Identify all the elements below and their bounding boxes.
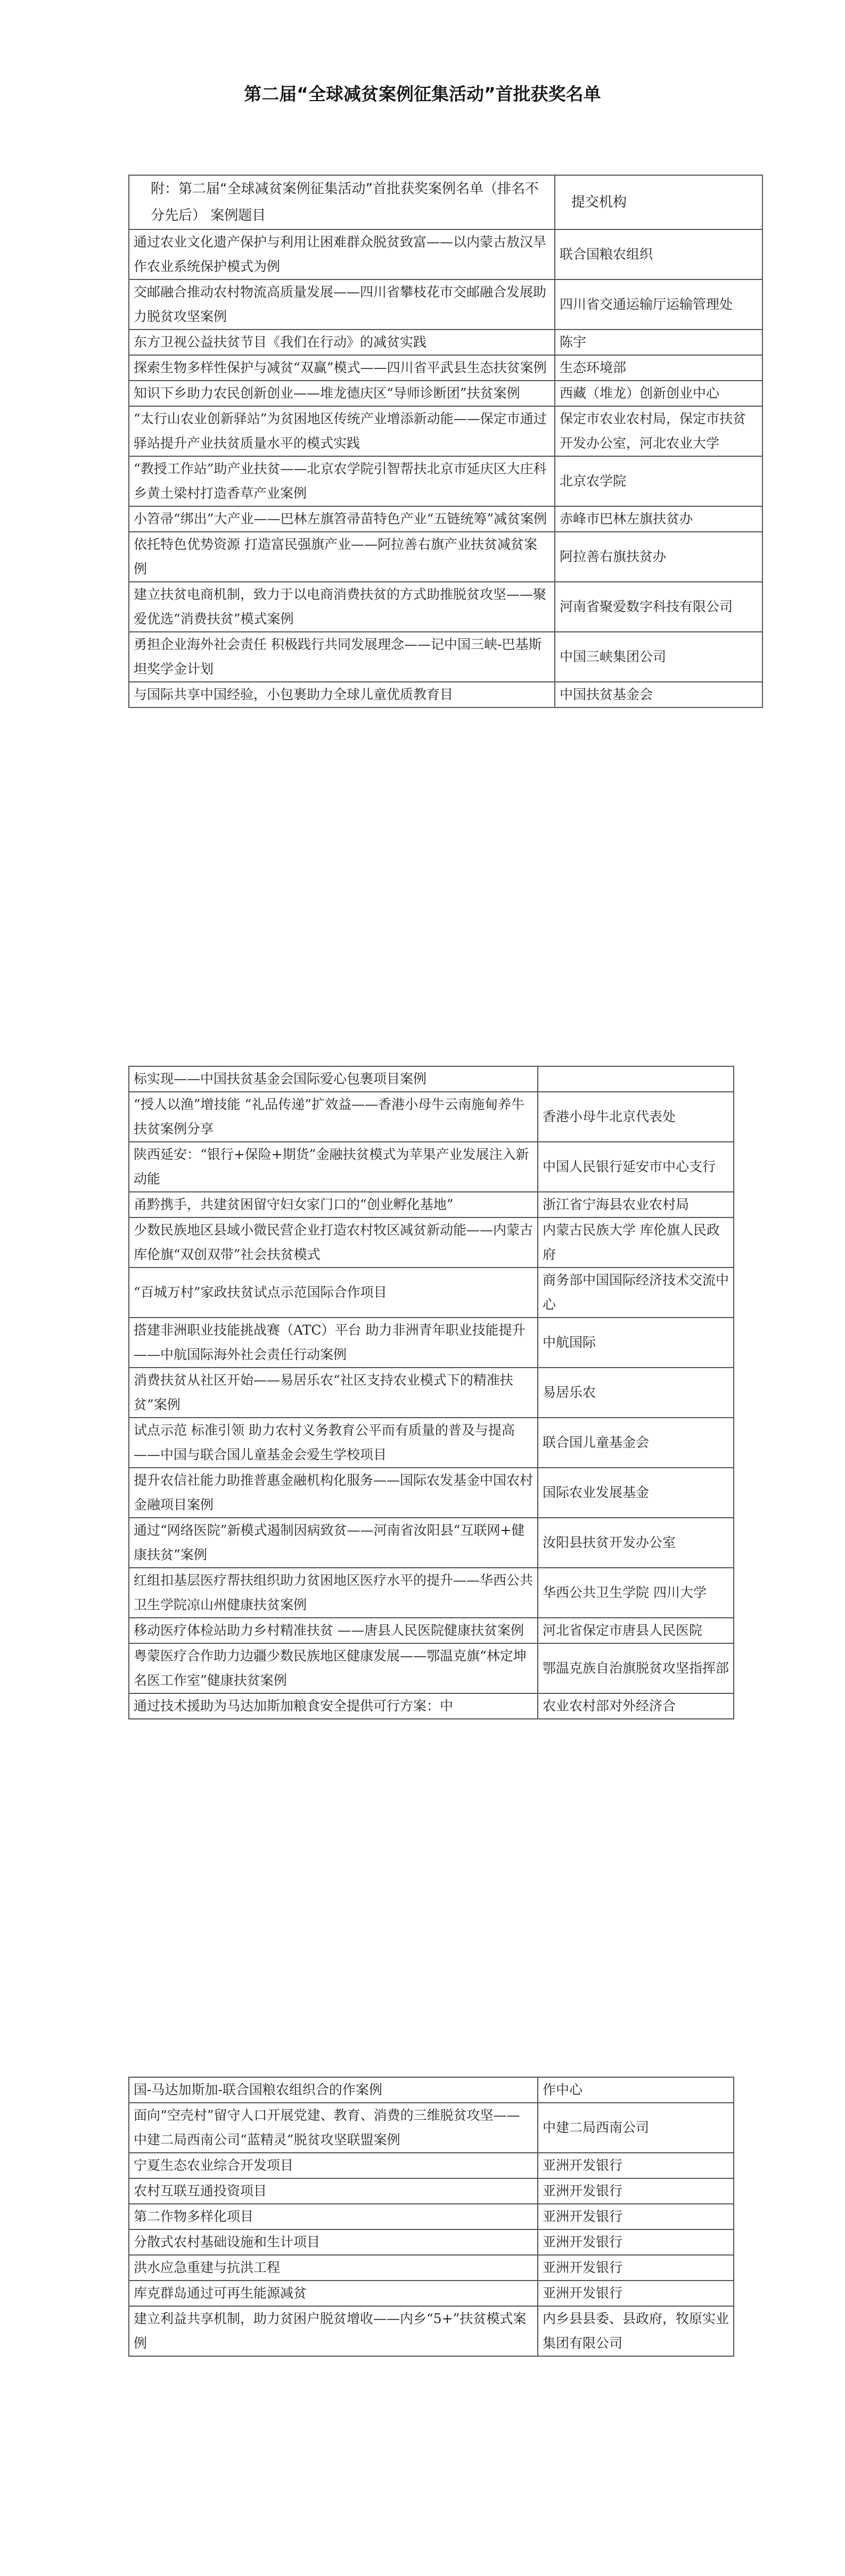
submitting-org-cell: 内蒙古民族大学 库伦旗人民政府 — [538, 1217, 734, 1268]
award-table-body — [129, 175, 762, 707]
case-title-cell: 建立扶贫电商机制，致力于以电商消费扶贫的方式助推脱贫攻坚——聚爱优选“消费扶贫”模式案例 — [129, 582, 555, 632]
table-row — [129, 2153, 734, 2178]
submitting-org-cell: 联合国儿童基金会 — [538, 1418, 734, 1468]
case-title-cell: 东方卫视公益扶贫节目《我们在行动》的减贫实践 — [129, 330, 555, 355]
submitting-org-cell: 农业农村部对外经济合 — [538, 1693, 734, 1719]
case-title-cell: 消费扶贫从社区开始——易居乐农“社区支持农业模式下的精准扶贫”案例 — [129, 1368, 538, 1418]
submitting-org-cell: 商务部中国国际经济技术交流中心 — [538, 1268, 734, 1318]
table-row — [129, 406, 762, 456]
submitting-org-cell: 浙江省宁海县农业农村局 — [538, 1192, 734, 1217]
table-row — [129, 2306, 734, 2356]
submitting-org-cell: 亚洲开发银行 — [538, 2281, 734, 2306]
table-row — [129, 532, 762, 582]
submitting-org-cell: 西藏（堆龙）创新创业中心 — [555, 381, 762, 406]
case-title-cell: 移动医疗体检站助力乡村精准扶贫 ——唐县人民医院健康扶贫案例 — [129, 1618, 538, 1643]
table-row — [129, 1418, 734, 1468]
award-table-part-2 — [128, 1066, 734, 1719]
table-row — [129, 381, 762, 406]
submitting-org-cell: 中国三峡集团公司 — [555, 632, 762, 682]
submitting-org-cell: 四川省交通运输厅运输管理处 — [555, 279, 762, 330]
case-title-cell: 通过“网络医院”新模式遏制因病致贫——河南省汝阳县“互联网+健康扶贫”案例 — [129, 1518, 538, 1568]
table-row — [129, 229, 762, 279]
case-title-cell: 粤蒙医疗合作助力边疆少数民族地区健康发展——鄂温克旗“林定坤名医工作室”健康扶贫案例 — [129, 1643, 538, 1693]
submitting-org-cell: 保定市农业农村局，保定市扶贫开发办公室，河北农业大学 — [555, 406, 762, 456]
case-title-cell: 提升农信社能力助推普惠金融机构化服务——国际农发基金中国农村金融项目案例 — [129, 1468, 538, 1518]
table-row — [129, 1568, 734, 1618]
case-title-cell: 知识下乡助力农民创新创业——堆龙德庆区“导师诊断团”扶贫案例 — [129, 381, 555, 406]
case-title-cell: 第二作物多样化项目 — [129, 2204, 538, 2229]
case-title-cell: 红组扣基层医疗帮扶组织助力贫困地区医疗水平的提升——华西公共卫生学院凉山州健康扶贫案例 — [129, 1568, 538, 1618]
award-table-part-3 — [128, 2077, 734, 2357]
header-submitting-org: 提交机构 — [555, 175, 762, 229]
case-title-cell: 洪水应急重建与抗洪工程 — [129, 2255, 538, 2281]
case-title-cell: 标实现——中国扶贫基金会国际爱心包裹项目案例 — [129, 1066, 538, 1092]
case-title-cell: “太行山农业创新驿站”为贫困地区传统产业增添新动能——保定市通过驿站提升产业扶贫质量水平的模式实践 — [129, 406, 555, 456]
submitting-org-cell: 香港小母牛北京代表处 — [538, 1092, 734, 1142]
submitting-org-cell: 中建二局西南公司 — [538, 2103, 734, 2153]
case-title-cell: 小笤帚“绑出”大产业——巴林左旗笤帚苗特色产业“五链统筹”减贫案例 — [129, 506, 555, 532]
case-title-cell: “教授工作站”助产业扶贫——北京农学院引智帮扶北京市延庆区大庄科乡黄土梁村打造香草产业案例 — [129, 456, 555, 506]
table-row — [129, 2229, 734, 2255]
case-title-cell: 与国际共享中国经验，小包裹助力全球儿童优质教育目 — [129, 682, 555, 707]
submitting-org-cell — [538, 1066, 734, 1092]
case-title-cell: 交邮融合推动农村物流高质量发展——四川省攀枝花市交邮融合发展助力脱贫攻坚案例 — [129, 279, 555, 330]
case-title-cell: 甬黔携手，共建贫困留守妇女家门口的“创业孵化基地” — [129, 1192, 538, 1217]
submitting-org-cell: 作中心 — [538, 2077, 734, 2103]
case-title-cell: 依托特色优势资源 打造富民强旗产业——阿拉善右旗产业扶贫减贫案例 — [129, 532, 555, 582]
submitting-org-cell: 陈宇 — [555, 330, 762, 355]
submitting-org-cell: 生态环境部 — [555, 355, 762, 381]
table-row — [129, 1142, 734, 1192]
table-row — [129, 2178, 734, 2204]
header-case-title: 附：第二届“全球减贫案例征集活动”首批获奖案例名单（排名不分先后） 案例题目 — [129, 175, 555, 229]
table-header-row — [129, 175, 762, 229]
case-title-cell: 试点示范 标准引领 助力农村义务教育公平而有质量的普及与提高——中国与联合国儿童基金会爱生学校项目 — [129, 1418, 538, 1468]
table-row — [129, 1318, 734, 1368]
submitting-org-cell: 中国扶贫基金会 — [555, 682, 762, 707]
case-title-cell: 面向“空壳村”留守人口开展党建、教育、消费的三维脱贫攻坚——中建二局西南公司“蓝精灵”脱贫攻坚联盟案例 — [129, 2103, 538, 2153]
table-row — [129, 330, 762, 355]
table-row — [129, 1368, 734, 1418]
case-title-cell: 宁夏生态农业综合开发项目 — [129, 2153, 538, 2178]
case-title-cell: 通过技术援助为马达加斯加粮食安全提供可行方案：中 — [129, 1693, 538, 1719]
case-title-cell: 农村互联互通投资项目 — [129, 2178, 538, 2204]
table-row — [129, 2255, 734, 2281]
submitting-org-cell: 鄂温克族自治旗脱贫攻坚指挥部 — [538, 1643, 734, 1693]
table-row — [129, 279, 762, 330]
table-row — [129, 1092, 734, 1142]
award-table-body — [129, 1066, 734, 1719]
table-row — [129, 1268, 734, 1318]
table-row — [129, 2281, 734, 2306]
submitting-org-cell: 北京农学院 — [555, 456, 762, 506]
table-row — [129, 2204, 734, 2229]
submitting-org-cell: 亚洲开发银行 — [538, 2255, 734, 2281]
table-row — [129, 506, 762, 532]
table-row — [129, 1192, 734, 1217]
submitting-org-cell: 亚洲开发银行 — [538, 2153, 734, 2178]
submitting-org-cell: 汝阳县扶贫开发办公室 — [538, 1518, 734, 1568]
table-row — [129, 1693, 734, 1719]
submitting-org-cell: 亚洲开发银行 — [538, 2204, 734, 2229]
table-row — [129, 582, 762, 632]
submitting-org-cell: 中航国际 — [538, 1318, 734, 1368]
award-table-part-1 — [128, 175, 763, 708]
submitting-org-cell: 赤峰市巴林左旗扶贫办 — [555, 506, 762, 532]
table-row — [129, 1066, 734, 1092]
table-row — [129, 1618, 734, 1643]
table-row — [129, 1468, 734, 1518]
submitting-org-cell: 国际农业发展基金 — [538, 1468, 734, 1518]
table-row — [129, 2077, 734, 2103]
submitting-org-cell: 河北省保定市唐县人民医院 — [538, 1618, 734, 1643]
submitting-org-cell: 阿拉善右旗扶贫办 — [555, 532, 762, 582]
case-title-cell: “授人以渔”增技能 “礼品传递”扩效益——香港小母牛云南施甸养牛扶贫案例分享 — [129, 1092, 538, 1142]
table-row — [129, 682, 762, 707]
table-row — [129, 632, 762, 682]
case-title-cell: 建立利益共享机制，助力贫困户脱贫增收——内乡“5+”扶贫模式案例 — [129, 2306, 538, 2356]
submitting-org-cell: 亚洲开发银行 — [538, 2178, 734, 2204]
case-title-cell: 分散式农村基础设施和生计项目 — [129, 2229, 538, 2255]
case-title-cell: 搭建非洲职业技能挑战赛（ATC）平台 助力非洲青年职业技能提升——中航国际海外社会责任行动案例 — [129, 1318, 538, 1368]
case-title-cell: 探索生物多样性保护与减贫“双赢”模式——四川省平武县生态扶贫案例 — [129, 355, 555, 381]
case-title-cell: 勇担企业海外社会责任 积极践行共同发展理念——记中国三峡-巴基斯坦奖学金计划 — [129, 632, 555, 682]
submitting-org-cell: 亚洲开发银行 — [538, 2229, 734, 2255]
case-title-cell: 库克群岛通过可再生能源减贫 — [129, 2281, 538, 2306]
table-row — [129, 355, 762, 381]
table-row — [129, 1518, 734, 1568]
case-title-cell: “百城万村”家政扶贫试点示范国际合作项目 — [129, 1268, 538, 1318]
submitting-org-cell: 河南省聚爱数字科技有限公司 — [555, 582, 762, 632]
table-row — [129, 1217, 734, 1268]
page-title: 第二届“全球减贫案例征集活动”首批获奖名单 — [244, 84, 601, 104]
case-title-cell: 通过农业文化遗产保护与利用让困难群众脱贫致富——以内蒙古敖汉旱作农业系统保护模式为例 — [129, 229, 555, 279]
table-row — [129, 456, 762, 506]
case-title-cell: 少数民族地区县域小微民营企业打造农村牧区减贫新动能——内蒙古库伦旗“双创双带”社会扶贫模式 — [129, 1217, 538, 1268]
table-row — [129, 1643, 734, 1693]
submitting-org-cell: 易居乐农 — [538, 1368, 734, 1418]
submitting-org-cell: 中国人民银行延安市中心支行 — [538, 1142, 734, 1192]
submitting-org-cell: 内乡县县委、县政府，牧原实业集团有限公司 — [538, 2306, 734, 2356]
submitting-org-cell: 联合国粮农组织 — [555, 229, 762, 279]
case-title-cell: 陕西延安：“银行+保险+期货”金融扶贫模式为苹果产业发展注入新动能 — [129, 1142, 538, 1192]
case-title-cell: 国-马达加斯加-联合国粮农组织合的作案例 — [129, 2077, 538, 2103]
submitting-org-cell: 华西公共卫生学院 四川大学 — [538, 1568, 734, 1618]
award-table-body — [129, 2077, 734, 2356]
table-row — [129, 2103, 734, 2153]
